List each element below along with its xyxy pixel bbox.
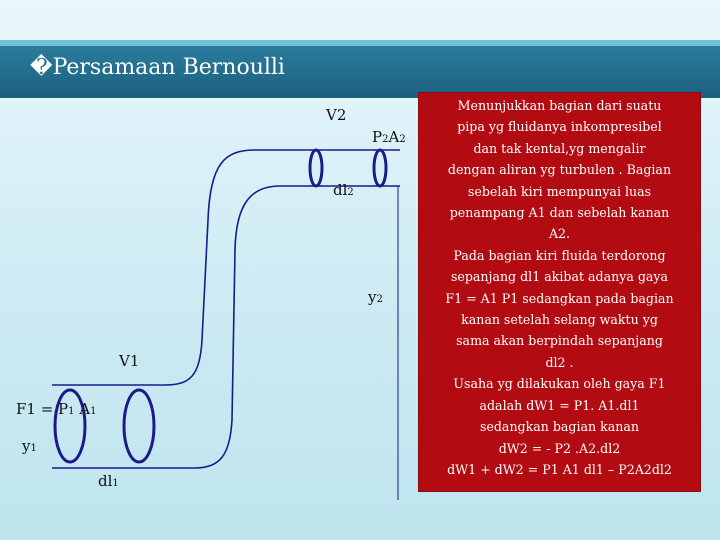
label-dl1 bbox=[98, 472, 119, 490]
p2a2-p: P bbox=[372, 128, 383, 146]
explanation-line: sama akan berpindah sepanjang bbox=[456, 333, 663, 349]
explanation-line: sedangkan bagian kanan bbox=[479, 419, 640, 435]
y2-main: y bbox=[368, 288, 377, 306]
label-v1: V1 bbox=[119, 352, 140, 370]
f1-a: A bbox=[74, 400, 91, 418]
f1-sub1: 1 bbox=[68, 406, 75, 417]
explanation-line: Menunjukkan bagian dari suatu bbox=[457, 98, 662, 113]
explanation-line: sepanjang dl1 akibat adanya gaya bbox=[450, 269, 669, 285]
label-v2: V2 bbox=[326, 106, 347, 124]
pipe-lower-wall bbox=[52, 186, 400, 468]
explanation-line: dl2 . bbox=[545, 354, 574, 370]
explanation-line: A2. bbox=[548, 226, 571, 242]
y1-sub: 1 bbox=[30, 443, 37, 454]
f1-sub2: 1 bbox=[90, 406, 97, 417]
title-text: Persamaan Bernoulli bbox=[52, 55, 285, 80]
dl1-main: dl bbox=[98, 472, 113, 490]
explanation-line: F1 = A1 P1 sedangkan pada bagian bbox=[445, 290, 674, 306]
label-y2 bbox=[368, 288, 383, 306]
explanation-line: dW1 + dW2 = P1 A1 dl1 – P2A2dl2 bbox=[447, 461, 672, 477]
y1-main: y bbox=[22, 437, 31, 455]
label-y1 bbox=[22, 437, 37, 455]
p2a2-sub1: 2 bbox=[382, 134, 389, 145]
explanation-line: adalah dW1 = P1. A1.dl1 bbox=[479, 397, 640, 413]
ring-right-a bbox=[310, 150, 322, 186]
y2-sub: 2 bbox=[376, 294, 383, 305]
explanation-box bbox=[418, 92, 701, 492]
dl2-main: dl bbox=[333, 181, 348, 199]
explanation-line: penampang A1 dan sebelah kanan bbox=[449, 205, 670, 221]
title-bullet-glyph: � bbox=[30, 55, 53, 80]
explanation-line: dengan aliran yg turbulen . Bagian bbox=[447, 162, 672, 178]
p2a2-sub2: 2 bbox=[399, 134, 406, 145]
explanation-line: Pada bagian kiri fluida terdorong bbox=[453, 247, 666, 263]
p2a2-a: A bbox=[388, 128, 400, 146]
dl1-sub: 1 bbox=[112, 478, 119, 489]
label-dl2 bbox=[333, 181, 354, 199]
explanation-line: sebelah kiri mempunyai luas bbox=[467, 183, 652, 199]
label-p2a2 bbox=[372, 128, 406, 146]
ring-right-b bbox=[374, 150, 386, 186]
ring-left-b bbox=[124, 390, 154, 462]
explanation-line: kanan setelah selang waktu yg bbox=[461, 312, 658, 328]
explanation-line: Usaha yg dilakukan oleh gaya F1 bbox=[453, 376, 666, 392]
label-f1 bbox=[16, 400, 97, 418]
f1-main: F1 = P bbox=[16, 400, 69, 418]
explanation-line: dan tak kental,yg mengalir bbox=[473, 140, 646, 156]
dl2-sub: 2 bbox=[347, 187, 354, 198]
explanation-line: dW2 = - P2 .A2.dl2 bbox=[498, 440, 621, 456]
explanation-line: pipa yg fluidanya inkompresibel bbox=[457, 119, 662, 135]
